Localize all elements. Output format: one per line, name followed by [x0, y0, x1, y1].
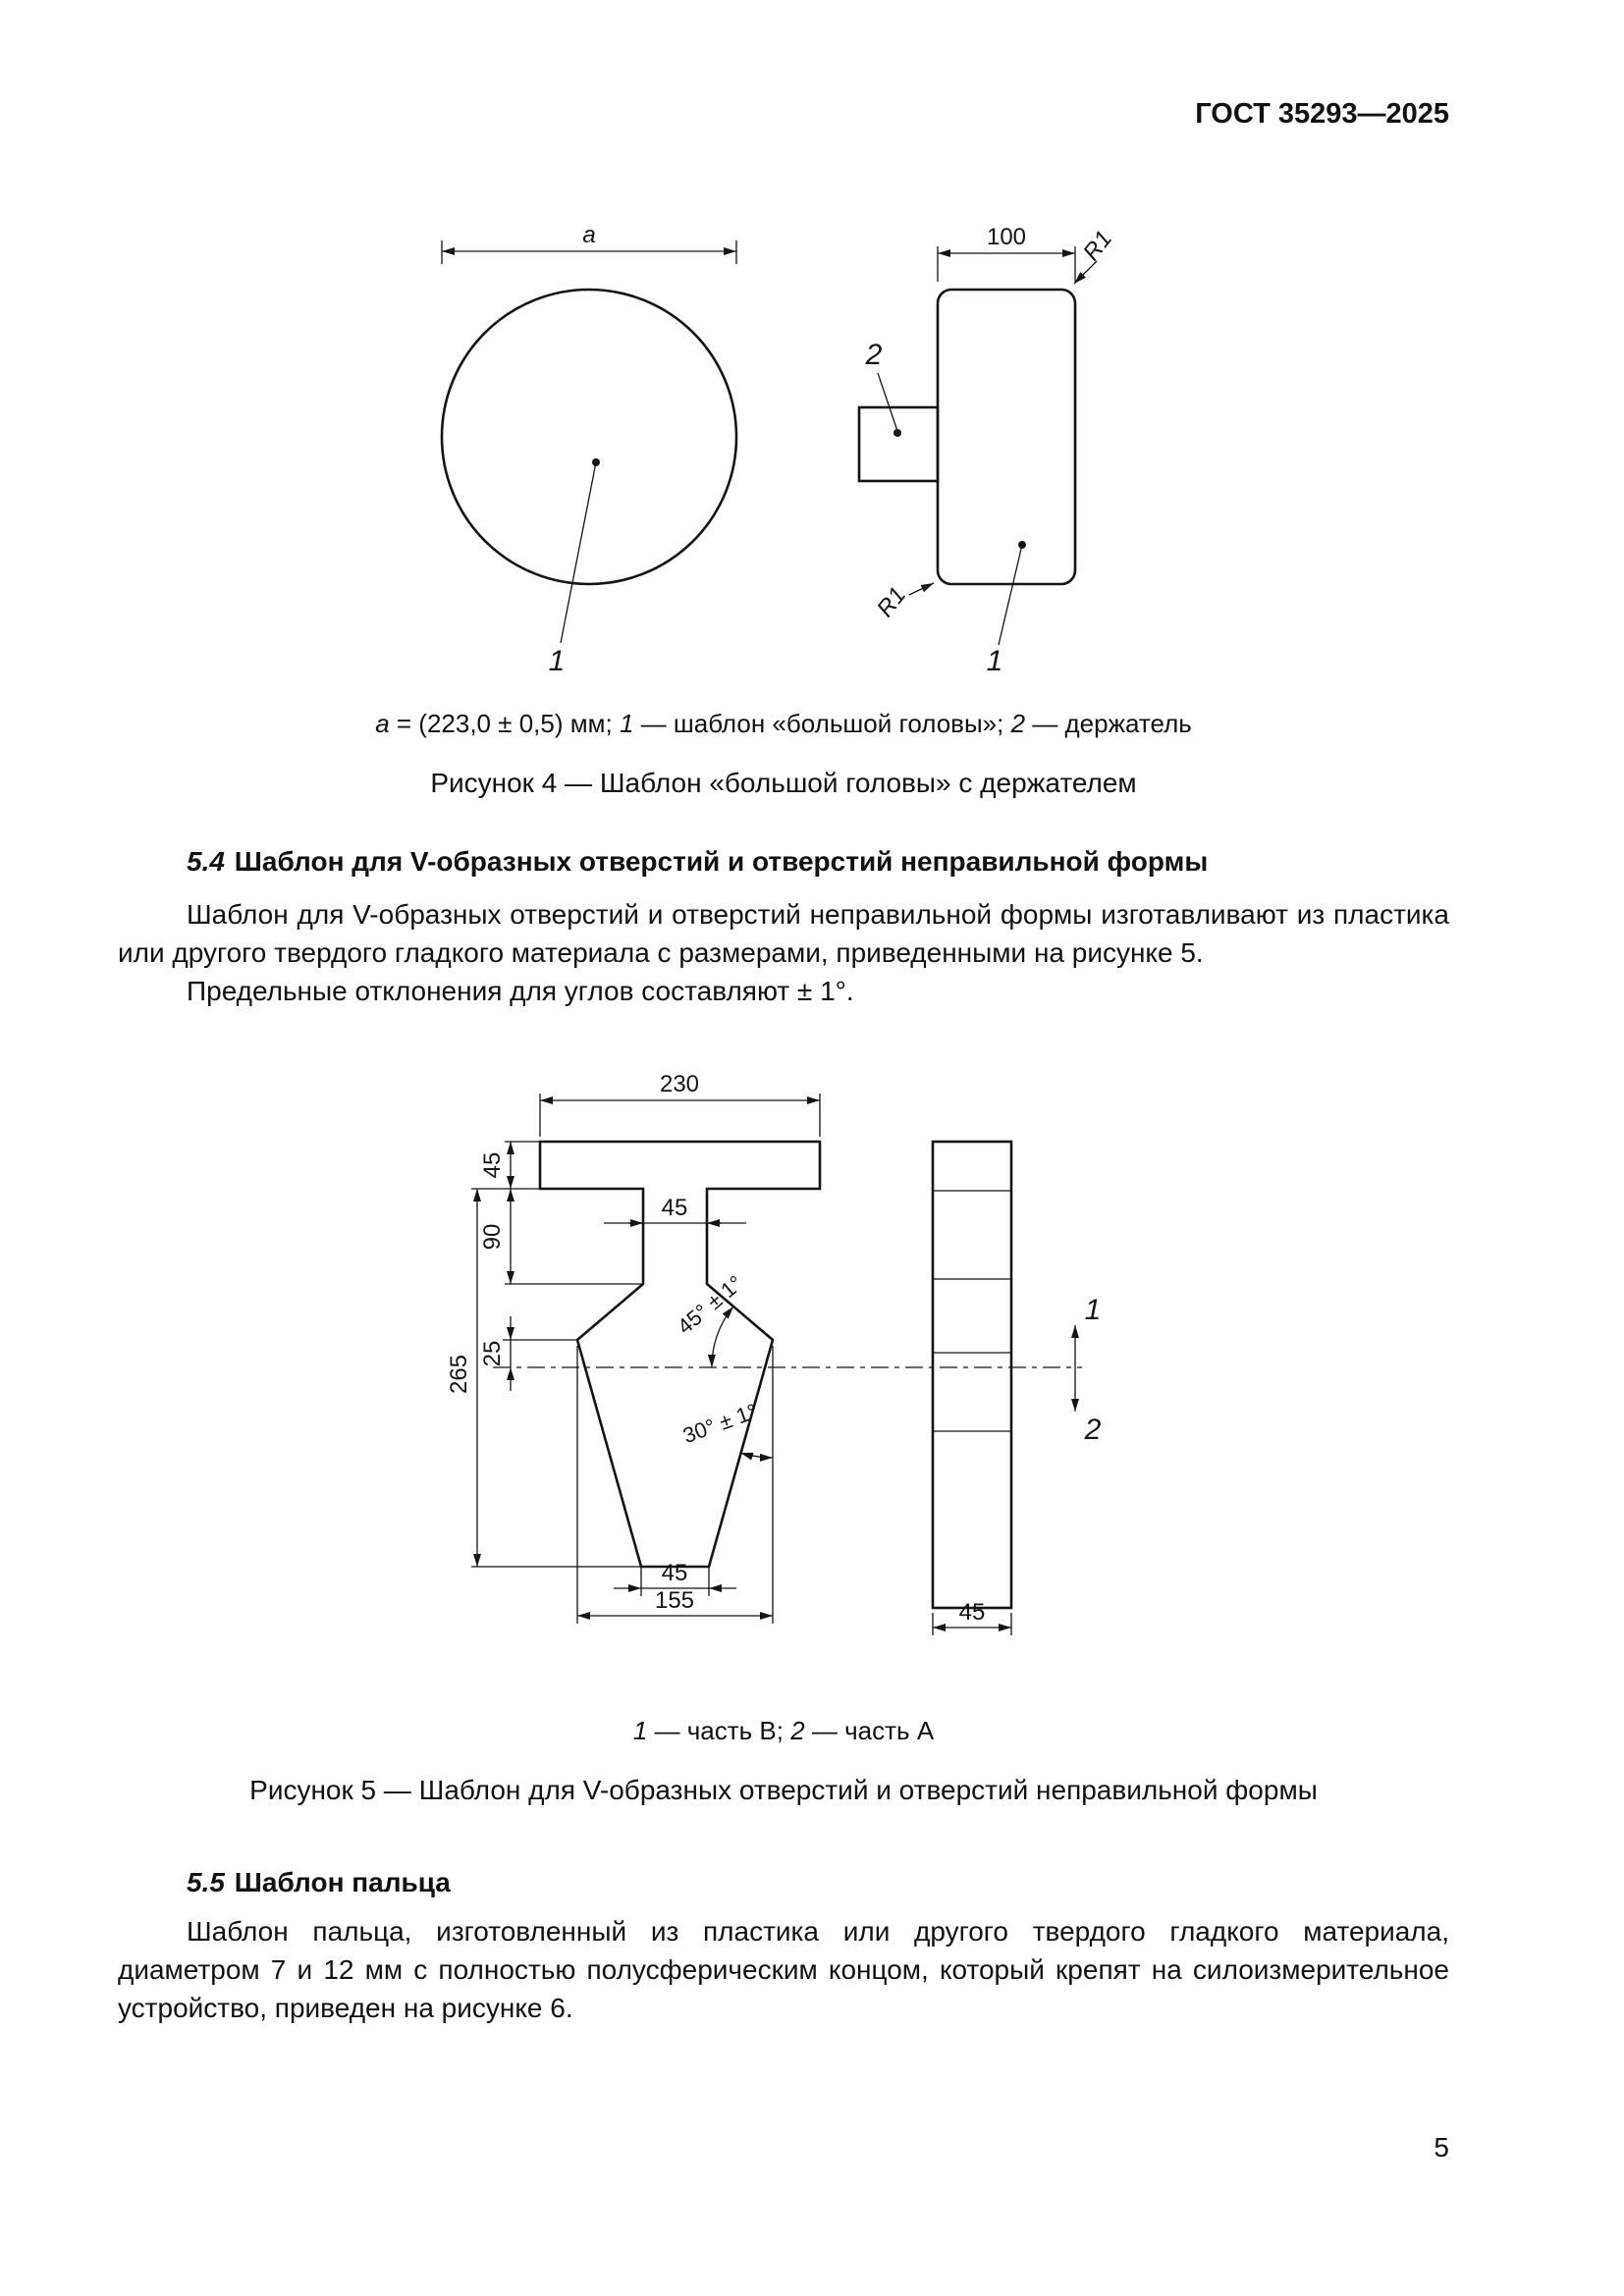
figure4-legend-1: 1: [619, 709, 634, 738]
figure5-legend: [118, 1716, 1449, 1746]
section-5-5-heading: [187, 1867, 451, 1898]
section-5-4-heading: [187, 846, 1208, 878]
leader-line: [561, 462, 596, 643]
dim-45-neck-label: 45: [661, 1195, 688, 1221]
big-head-template-outline: [442, 290, 736, 584]
section-5-5-paragraph-1: Шаблон пальца, изготовленный из пластика или другого твердого гладкого материала, диаметром 7 и 12 мм с полностью полусферическим концом, который крепят на силоизмерительное устройство, приведен на рисунке 6.: [118, 1916, 1449, 2023]
dim-a-label: a: [582, 222, 596, 248]
figure5-caption: Рисунок 5 — Шаблон для V-образных отверстий и отверстий неправильной формы: [249, 1775, 1318, 1805]
holder-outline: [859, 407, 938, 481]
radius-r1-top-label: R1: [1078, 225, 1118, 266]
doc-number: ГОСТ 35293—2025: [1195, 98, 1449, 130]
figure4-legend-2-text: — держатель: [1025, 709, 1192, 738]
figure4-drawing: [412, 221, 1159, 687]
figure4-legend: [118, 709, 1449, 739]
section-5-4-paragraph-2: Предельные отклонения для углов составляют ± 1°.: [187, 976, 854, 1006]
dim-155-label: 155: [654, 1587, 695, 1614]
position-1-circle-label: 1: [548, 645, 566, 677]
dim-45-flange-label: 45: [479, 1151, 506, 1179]
section-5-4-paragraph-1: Шаблон для V-образных отверстий и отверстий неправильной формы изготавливают из пластика или другого твердого гладкого материала с размерами, приведенными на рисунке 5.: [118, 899, 1449, 968]
section-5-5-number: 5.5: [187, 1867, 225, 1897]
dim-230-label: 230: [659, 1071, 700, 1097]
dim-45-bottom-label: 45: [661, 1560, 688, 1586]
figure5-legend-1: 1: [632, 1716, 648, 1745]
section-5-4-number: 5.4: [187, 846, 225, 877]
leader-dot: [893, 429, 901, 437]
part-2-label: 2: [1084, 1414, 1102, 1446]
leader-line: [999, 545, 1022, 645]
section-5-4-title: Шаблон для V-образных отверстий и отверстий неправильной формы: [234, 846, 1209, 877]
v-template-side-outline: [933, 1142, 1011, 1608]
part-1-label: 1: [1084, 1294, 1102, 1326]
plate-outline: [938, 290, 1075, 584]
figure5-drawing: [432, 1068, 1139, 1657]
leader-line: [1074, 261, 1097, 284]
figure5-legend-2-text: — часть А: [804, 1716, 935, 1745]
leader-line: [909, 583, 934, 595]
dim-100-label: 100: [986, 224, 1027, 250]
position-1-plate-label: 1: [986, 645, 1003, 677]
leader-line: [878, 373, 897, 431]
position-2-label: 2: [865, 339, 883, 371]
figure5-legend-1-text: — часть В;: [647, 1716, 791, 1745]
figure5-legend-2: 2: [790, 1716, 805, 1745]
dim-45-side-label: 45: [958, 1599, 986, 1626]
figure4-legend-2: 2: [1010, 709, 1026, 738]
angle-30-label: 30° ± 1°: [679, 1398, 761, 1449]
dim-90-label: 90: [479, 1223, 506, 1251]
dim-25-label: 25: [479, 1340, 506, 1367]
figure4-legend-1-text: — шаблон «большой головы»;: [633, 709, 1011, 738]
angle-45-label: 45° ± 1°: [673, 1270, 748, 1340]
page-number: 5: [1434, 2132, 1449, 2163]
dim-265-label: 265: [446, 1354, 472, 1395]
section-5-5-title: Шаблон пальца: [234, 1867, 451, 1897]
angle-30-arc: [740, 1453, 773, 1458]
radius-r1-bottom-label: R1: [872, 581, 912, 622]
figure4-legend-a-text: = (223,0 ± 0,5) мм;: [389, 709, 620, 738]
figure4-legend-a: a: [375, 709, 390, 738]
figure4-caption: Рисунок 4 — Шаблон «большой головы» с держателем: [430, 768, 1137, 798]
